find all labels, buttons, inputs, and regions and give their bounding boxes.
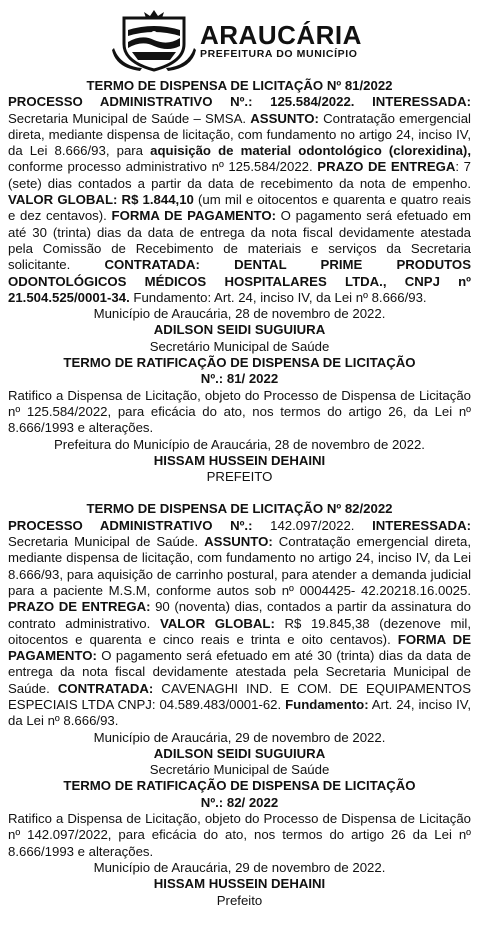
doc2-text: 90 (noventa) dias, contados a partir da assinatura do contrato administrativo. <box>8 599 472 631</box>
doc1-payment-label: FORMA DE PAGAMENTO: <box>111 208 276 224</box>
doc2-signer: ADILSON SEIDI SUGUIURA <box>153 745 326 761</box>
doc2-subject-label: ASSUNTO: <box>204 534 273 550</box>
doc2-text: Contratação emergencial direta, mediante dispensa de licitação, com fundamento no artigo 24, inciso IV, da Lei 8.666/93, para aquisição de carrinho postural, para atender a demanda judicial para a paciente M.S.M, conforme autos sob nº 0004425- 42.20218.16.0025. <box>8 534 472 598</box>
doc1-process-label: PROCESSO ADMINISTRATIVO Nº.: 125.584/2022. INTERESSADA: <box>8 94 471 110</box>
doc1-text: Contratação emergencial direta, mediante dispensa de licitação, com fundamento no artigo 24, inciso IV, da Lei 8.666/93, para <box>8 110 471 159</box>
doc1-text: (um mil e oitocentos e quarenta e quatro reais e dez centavos). <box>8 192 471 224</box>
doc1-ratification-text: Ratifico a Dispensa de Licitação, objeto do Processo de Dispensa de Licitação nº 125.584/2022, para eficácia do ato, nos termos do artigo 26, da Lei nº 8.666/1993 e alterações. <box>8 387 471 436</box>
brand-subtitle: PREFEITURA DO MUNICÍPIO <box>200 48 358 60</box>
doc2-place-date: Município de Araucária, 29 de novembro de 2022. <box>93 729 386 745</box>
doc2-value-label: VALOR GLOBAL: <box>159 615 275 631</box>
doc2-text: R$ 19.845,38 (dezenove mil, oitocentos e quarenta e cinco reais e trinta e oito centavos). <box>8 615 472 647</box>
doc2-ratification-number: Nº.: 82/ 2022 <box>200 794 279 810</box>
doc2-text: Art. 24, inciso IV, da Lei nº 8.666/93. <box>8 696 471 729</box>
doc1-text: O pagamento será efetuado em até 30 (trinta) dias da data de entrega da nota fiscal devidamente atestada pela Comissão de Recebimento de materiais e serviços da Secretaria solicitante. <box>8 208 471 273</box>
doc2-ratification-place-date: Município de Araucária, 29 de novembro de 2022. <box>93 859 386 875</box>
doc2-process-label: PROCESSO ADMINISTRATIVO Nº.: <box>8 517 253 533</box>
header <box>0 0 479 78</box>
doc2-title: TERMO DE DISPENSA DE LICITAÇÃO Nº 82/2022 <box>86 501 393 517</box>
doc1-ratification-number: Nº.: 81/ 2022 <box>200 371 279 387</box>
doc2-payment-label: FORMA DE PAGAMENTO: <box>8 631 471 664</box>
doc1-delivery-label: PRAZO DE ENTREGA <box>317 159 456 175</box>
doc1-title: TERMO DE DISPENSA DE LICITAÇÃO Nº 81/2022 <box>86 78 393 93</box>
doc1-ratification-signer: HISSAM HUSSEIN DEHAINI <box>153 452 326 468</box>
doc1-place-date: Município de Araucária, 28 de novembro de 2022. <box>93 306 386 322</box>
doc1-value: VALOR GLOBAL: R$ 1.844,10 <box>8 192 194 208</box>
doc1-material: aquisição de material odontológico (clorexidina), <box>150 143 471 159</box>
doc2-ratification-signer: HISSAM HUSSEIN DEHAINI <box>153 876 326 892</box>
doc1-text: conforme processo administrativo nº 125.584/2022. <box>8 159 318 175</box>
doc1-signer: ADILSON SEIDI SUGUIURA <box>153 322 326 338</box>
doc2-delivery-label: PRAZO DE ENTREGA: <box>8 599 151 615</box>
doc2-ratification-signer-role: Prefeito <box>216 892 263 908</box>
doc1-contractor: CONTRATADA: DENTAL PRIME PRODUTOS ODONTOLÓGICOS MÉDICOS HOSPITALARES LTDA., CNPJ nº 21.504.525/0001-34. <box>8 257 471 305</box>
doc1-ratification-signer-role: PREFEITO <box>206 469 273 485</box>
doc2-ratification-text: Ratifico a Dispensa de Licitação, objeto do Processo de Dispensa de Licitação nº 142.097/2022, para eficácia do ato, nos termos do artigo 26 da Lei nº 8.666/1993 e alterações. <box>8 811 471 859</box>
coat-of-arms-logo <box>112 8 196 72</box>
doc2-signer-role: Secretário Municipal de Saúde <box>149 762 330 778</box>
doc1-text: : 7 (sete) dias contados a partir da data de recebimento da nota de empenho. <box>8 159 472 191</box>
doc1-ratification-title: TERMO DE RATIFICAÇÃO DE DISPENSA DE LICITAÇÃO <box>63 355 416 371</box>
doc2-text: CAVENAGHI IND. E COM. DE EQUIPAMENTOS ESPECIAIS LTDA CNPJ: 04.589.483/0001-62. <box>8 680 471 712</box>
doc1-text: Fundamento: Art. 24, inciso IV, da Lei nº 8.666/93. <box>129 289 427 305</box>
doc1-signer-role: Secretário Municipal de Saúde <box>149 338 330 354</box>
doc2-text: O pagamento será efetuado em até 30 (trinta) dias da data de entrega da nota fiscal devidamente atestada pela Secretaria Municipal de Saúde. <box>8 648 471 696</box>
brand <box>200 22 362 60</box>
section-gap <box>8 485 471 501</box>
brand-name: ARAUCÁRIA <box>200 20 362 50</box>
doc2-ratification-title: TERMO DE RATIFICAÇÃO DE DISPENSA DE LICITAÇÃO <box>63 778 416 794</box>
notice-content <box>8 78 471 909</box>
doc1-subject-label: ASSUNTO: <box>250 110 319 126</box>
doc1-body <box>8 94 471 306</box>
doc2-text: Secretaria Municipal de Saúde. <box>8 534 205 550</box>
doc2-basis-label: Fundamento: <box>285 696 369 712</box>
doc2-body <box>8 518 471 730</box>
doc2-text: 142.097/2022. <box>252 517 373 533</box>
doc1-text: Secretaria Municipal de Saúde – SMSA. <box>8 110 251 126</box>
doc1-ratification-place-date: Prefeitura do Município de Araucária, 28 de novembro de 2022. <box>54 436 425 452</box>
doc2-interested-label: INTERESSADA: <box>372 517 471 533</box>
doc2-contractor-label: CONTRATADA: <box>57 680 154 696</box>
